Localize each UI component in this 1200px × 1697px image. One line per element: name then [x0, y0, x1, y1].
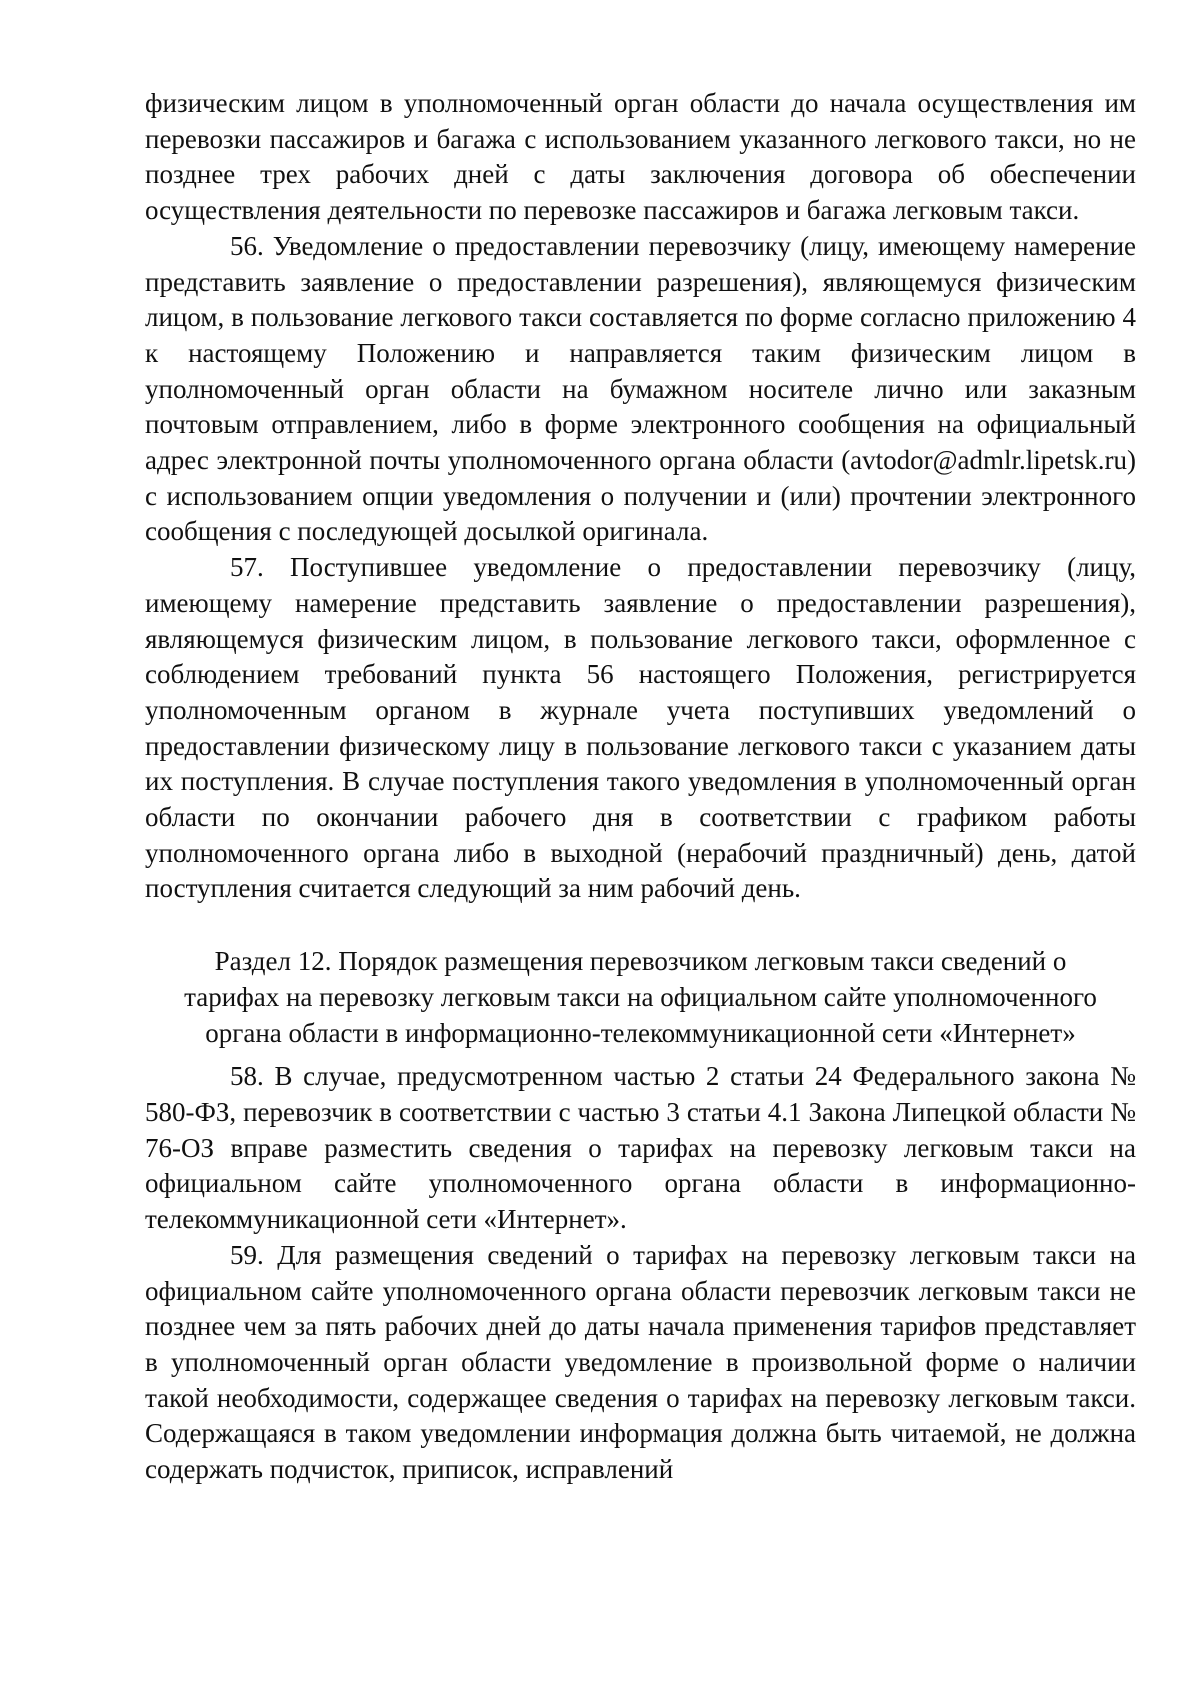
- paragraph-55-continuation: физическим лицом в уполномоченный орган области до начала осуществления им перевозки пассажиров и багажа с использованием указанного легкового такси, но не позднее трех рабочих дней с даты заключения договора об обеспечении осуществления деятельности по перевозке пассажиров и багажа легковым такси.: [145, 88, 1136, 226]
- section-heading-line: тарифах на перевозку легковым такси на официальном сайте уполномоченного: [184, 981, 1097, 1012]
- document-body: [145, 86, 1136, 1488]
- section-heading-line: органа области в информационно-телекоммуникационной сети «Интернет»: [205, 1017, 1076, 1048]
- paragraph-57: 57. Поступившее уведомление о предоставлении перевозчику (лицу, имеющему намерение представить заявление о предоставлении разрешения), являющемуся физическим лицом, в пользование легкового такси, оформленное с соблюдением требований пункта 56 настоящего Положения, регистрируется уполномоченным органом в журнале учета поступивших уведомлений о предоставлении физическому лицу в пользование легкового такси с указанием даты их поступления. В случае поступления такого уведомления в уполномоченный орган области по окончании рабочего дня в соответствии с графиком работы уполномоченного органа либо в выходной (нерабочий праздничный) день, датой поступления считается следующий за ним рабочий день.: [145, 552, 1136, 904]
- section-heading-line: Раздел 12. Порядок размещения перевозчиком легковым такси сведений о: [214, 946, 1067, 977]
- paragraph-56: 56. Уведомление о предоставлении перевозчику (лицу, имеющему намерение представить заявление о предоставлении разрешения), являющемуся физическим лицом, в пользование легкового такси составляется по форме согласно приложению 4 к настоящему Положению и направляется таким физическим лицом в уполномоченный орган области на бумажном носителе лично или заказным почтовым отправлением, либо в форме электронного сообщения на официальный адрес электронной почты уполномоченного органа области (avtodor@admlr.lipetsk.ru) с использованием опции уведомления о получении и (или) прочтении электронного сообщения с последующей досылкой оригинала.: [145, 230, 1136, 547]
- paragraph-58: 58. В случае, предусмотренном частью 2 статьи 24 Федерального закона № 580-ФЗ, перевозчик в соответствии с частью 3 статьи 4.1 Закона Липецкой области № 76-ОЗ вправе разместить сведения о тарифах на перевозку легковым такси на официальном сайте уполномоченного органа области в информационно-телекоммуникационной сети «Интернет».: [145, 1061, 1136, 1235]
- paragraph-59: 59. Для размещения сведений о тарифах на перевозку легковым такси на официальном сайте уполномоченного органа области перевозчик легковым такси не позднее чем за пять рабочих дней до даты начала применения тарифов представляет в уполномоченный орган области уведомление в произвольной форме о наличии такой необходимости, содержащее сведения о тарифах на перевозку легковым такси. Содержащаяся в таком уведомлении информация должна быть читаемой, не должна содержать подчисток, приписок, исправлений: [145, 1239, 1136, 1485]
- section-12-heading: [145, 944, 1136, 1051]
